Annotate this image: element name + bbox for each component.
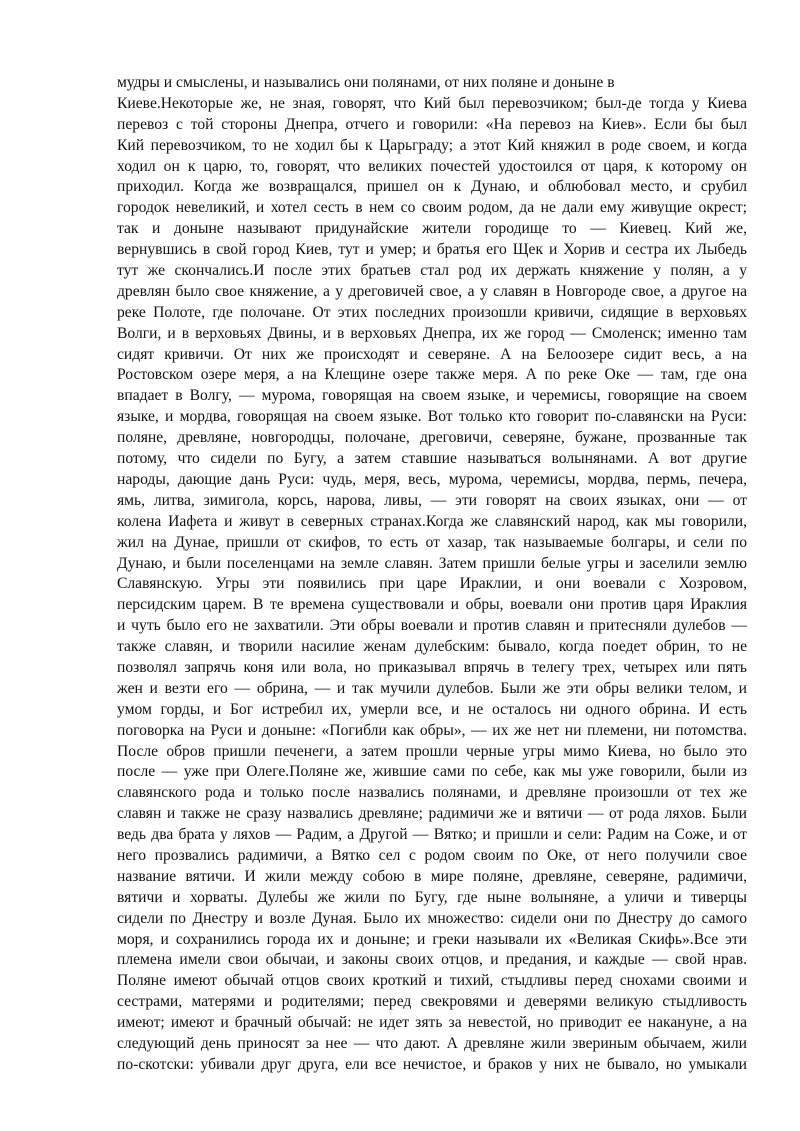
text-line: вернувшись в свой город Киев, тут и умер; и братья его Щек и Хорив и сестра их Лыбедь <box>117 241 747 259</box>
text-line: и чуть было его не захватили. Эти обры воевали и против славян и притесняли дулебов — <box>117 617 747 635</box>
text-line: сестрами, матерями и родителями; перед свекровями и деверями великую стыдливость <box>117 993 747 1011</box>
text-line: колена Иафета и живут в северных странах.Когда же славянский народ, как мы говорили, <box>117 512 747 530</box>
text-line: народы, дающие дань Руси: чудь, меря, весь, мурома, черемисы, мордва, пермь, печера, <box>117 470 747 488</box>
text-line: жен и везти его — обрина, — и так мучили дулебов. Были же эти обры велики телом, и <box>117 679 747 697</box>
text-line: древлян было свое княжение, а у дреговичей свое, а у славян в Новгороде свое, а другое на <box>117 282 747 300</box>
text-line: него прозвались радимичи, а Вятко сел с родом своим по Оке, от него получили свое <box>117 846 747 864</box>
text-line: персидским царем. В те времена существовали и обры, воевали они против царя Ираклия <box>117 596 747 614</box>
text-line: перевоз с той стороны Днепра, отчего и говорили: «На перевоз на Киев». Если бы был <box>117 115 747 133</box>
text-line: Кий перевозчиком, то не ходил бы к Царьграду; а этот Кий княжил в роде своем, и когда <box>117 136 747 154</box>
text-line: название вятичи. И жили между собою в мире поляне, древляне, северяне, радимичи, <box>117 867 747 885</box>
text-line: Славянскую. Угры эти появились при царе Ираклии, и они воевали с Хозровом, <box>117 575 747 593</box>
text-line: жил на Дунае, пришли от скифов, то есть от хазар, так называемые болгары, и сели по <box>117 533 747 551</box>
text-line: так и доныне называют придунайские жители городище то — Киевец. Кий же, <box>117 220 747 238</box>
text-line: имеют; имеют и брачный обычай: не идет зять за невестой, но приводит ее накануне, а на <box>117 1014 747 1032</box>
text-line: тут же скончались.И после этих братьев стал род их держать княжение у полян, а у <box>117 262 747 280</box>
text-line: Поляне имеют обычай отцов своих кроткий и тихий, стыдливы перед снохами своими и <box>117 972 747 990</box>
text-line: следующий день приносят за нее — что дают. А древляне жили звериным обычаем, жили <box>117 1034 747 1052</box>
text-line: сидят кривичи. От них же происходят и северяне. А на Белоозере сидит весь, а на <box>117 345 747 363</box>
text-line: умом горды, и Бог истребил их, умерли все, и не осталось ни одного обрина. И есть <box>117 700 747 718</box>
text-line: Дунаю, и были поселенцами на земле славян. Затем пришли белые угры и заселили землю <box>117 554 747 572</box>
text-line: также славян, и творили насилие женам дулебским: бывало, когда поедет обрин, то не <box>117 638 747 656</box>
text-line: поговорка на Руси и доныне: «Погибли как обры», — их же нет ни племени, ни потомства. <box>117 721 747 739</box>
text-line: впадает в Волгу, — мурома, говорящая на своем языке, и черемисы, говорящие на своем <box>117 387 747 405</box>
text-line: ямь, литва, зимигола, корсь, нарова, ливы, — эти говорят на своих языках, они — от <box>117 491 747 509</box>
text-line: потому, что сидели по Бугу, а затем ставшие называться волынянами. А вот другие <box>117 450 747 468</box>
text-line: Волги, и в верховьях Двины, и в верховьях Днепра, их же город — Смоленск; именно там <box>117 324 747 342</box>
text-line: по-скотски: убивали друг друга, ели все нечистое, и браков у них не бывало, но умыкали <box>117 1055 747 1073</box>
text-line: После обров пришли печенеги, а затем прошли черные угры мимо Киева, но было это <box>117 742 747 760</box>
body-text <box>117 73 747 1076</box>
text-line: мудры и смыслены, и назывались они полянами, от них поляне и доныне в <box>117 74 615 91</box>
text-line: Киеве.Некоторые же, не зная, говорят, что Кий был перевозчиком; был-де тогда у Киева <box>117 94 747 112</box>
text-line: позволял запрячь коня или вола, но приказывал впрячь в телегу трех, четырех или пять <box>117 658 747 676</box>
text-line: ходил он к царю, то, говорят, что великих почестей удостоился от царя, к которому он <box>117 157 747 175</box>
text-line: Ростовском озере меря, а на Клещине озере также меря. А по реке Оке — там, где она <box>117 366 747 384</box>
text-line: сидели по Днестру и возле Дуная. Было их множество: сидели они по Днестру до самого <box>117 909 747 927</box>
text-line: моря, и сохранились города их и доныне; и греки называли их «Великая Скифь».Все эти <box>117 930 747 948</box>
text-line: поляне, древляне, новгородцы, полочане, дреговичи, северяне, бужане, прозванные так <box>117 429 747 447</box>
text-line: языке, и мордва, говорящая на своем языке. Вот только кто говорит по-славянски на Руси: <box>117 408 747 426</box>
text-line: после — уже при Олеге.Поляне же, жившие сами по себе, как мы уже говорили, были из <box>117 763 747 781</box>
text-line: приходил. Когда же возвращался, пришел он к Дунаю, и облюбовал место, и срубил <box>117 178 747 196</box>
text-line: славянского рода и только после назвались полянами, и древляне произошли от тех же <box>117 784 747 802</box>
text-line: славян и также не сразу назвались древляне; радимичи же и вятичи — от рода ляхов. Были <box>117 805 747 823</box>
text-line: племена имели свои обычаи, и законы своих отцов, и предания, и каждые — свой нрав. <box>117 951 747 969</box>
text-line: городок невеликий, и хотел сесть в нем со своим родом, да не дали ему живущие окрест; <box>117 199 747 217</box>
text-line: реке Полоте, где полочане. От этих последних произошли кривичи, сидящие в верховьях <box>117 303 747 321</box>
text-line: ведь два брата у ляхов — Радим, а Другой — Вятко; и пришли и сели: Радим на Соже, и от <box>117 826 747 844</box>
text-line: вятичи и хорваты. Дулебы же жили по Бугу, где ныне волыняне, а уличи и тиверцы <box>117 888 747 906</box>
